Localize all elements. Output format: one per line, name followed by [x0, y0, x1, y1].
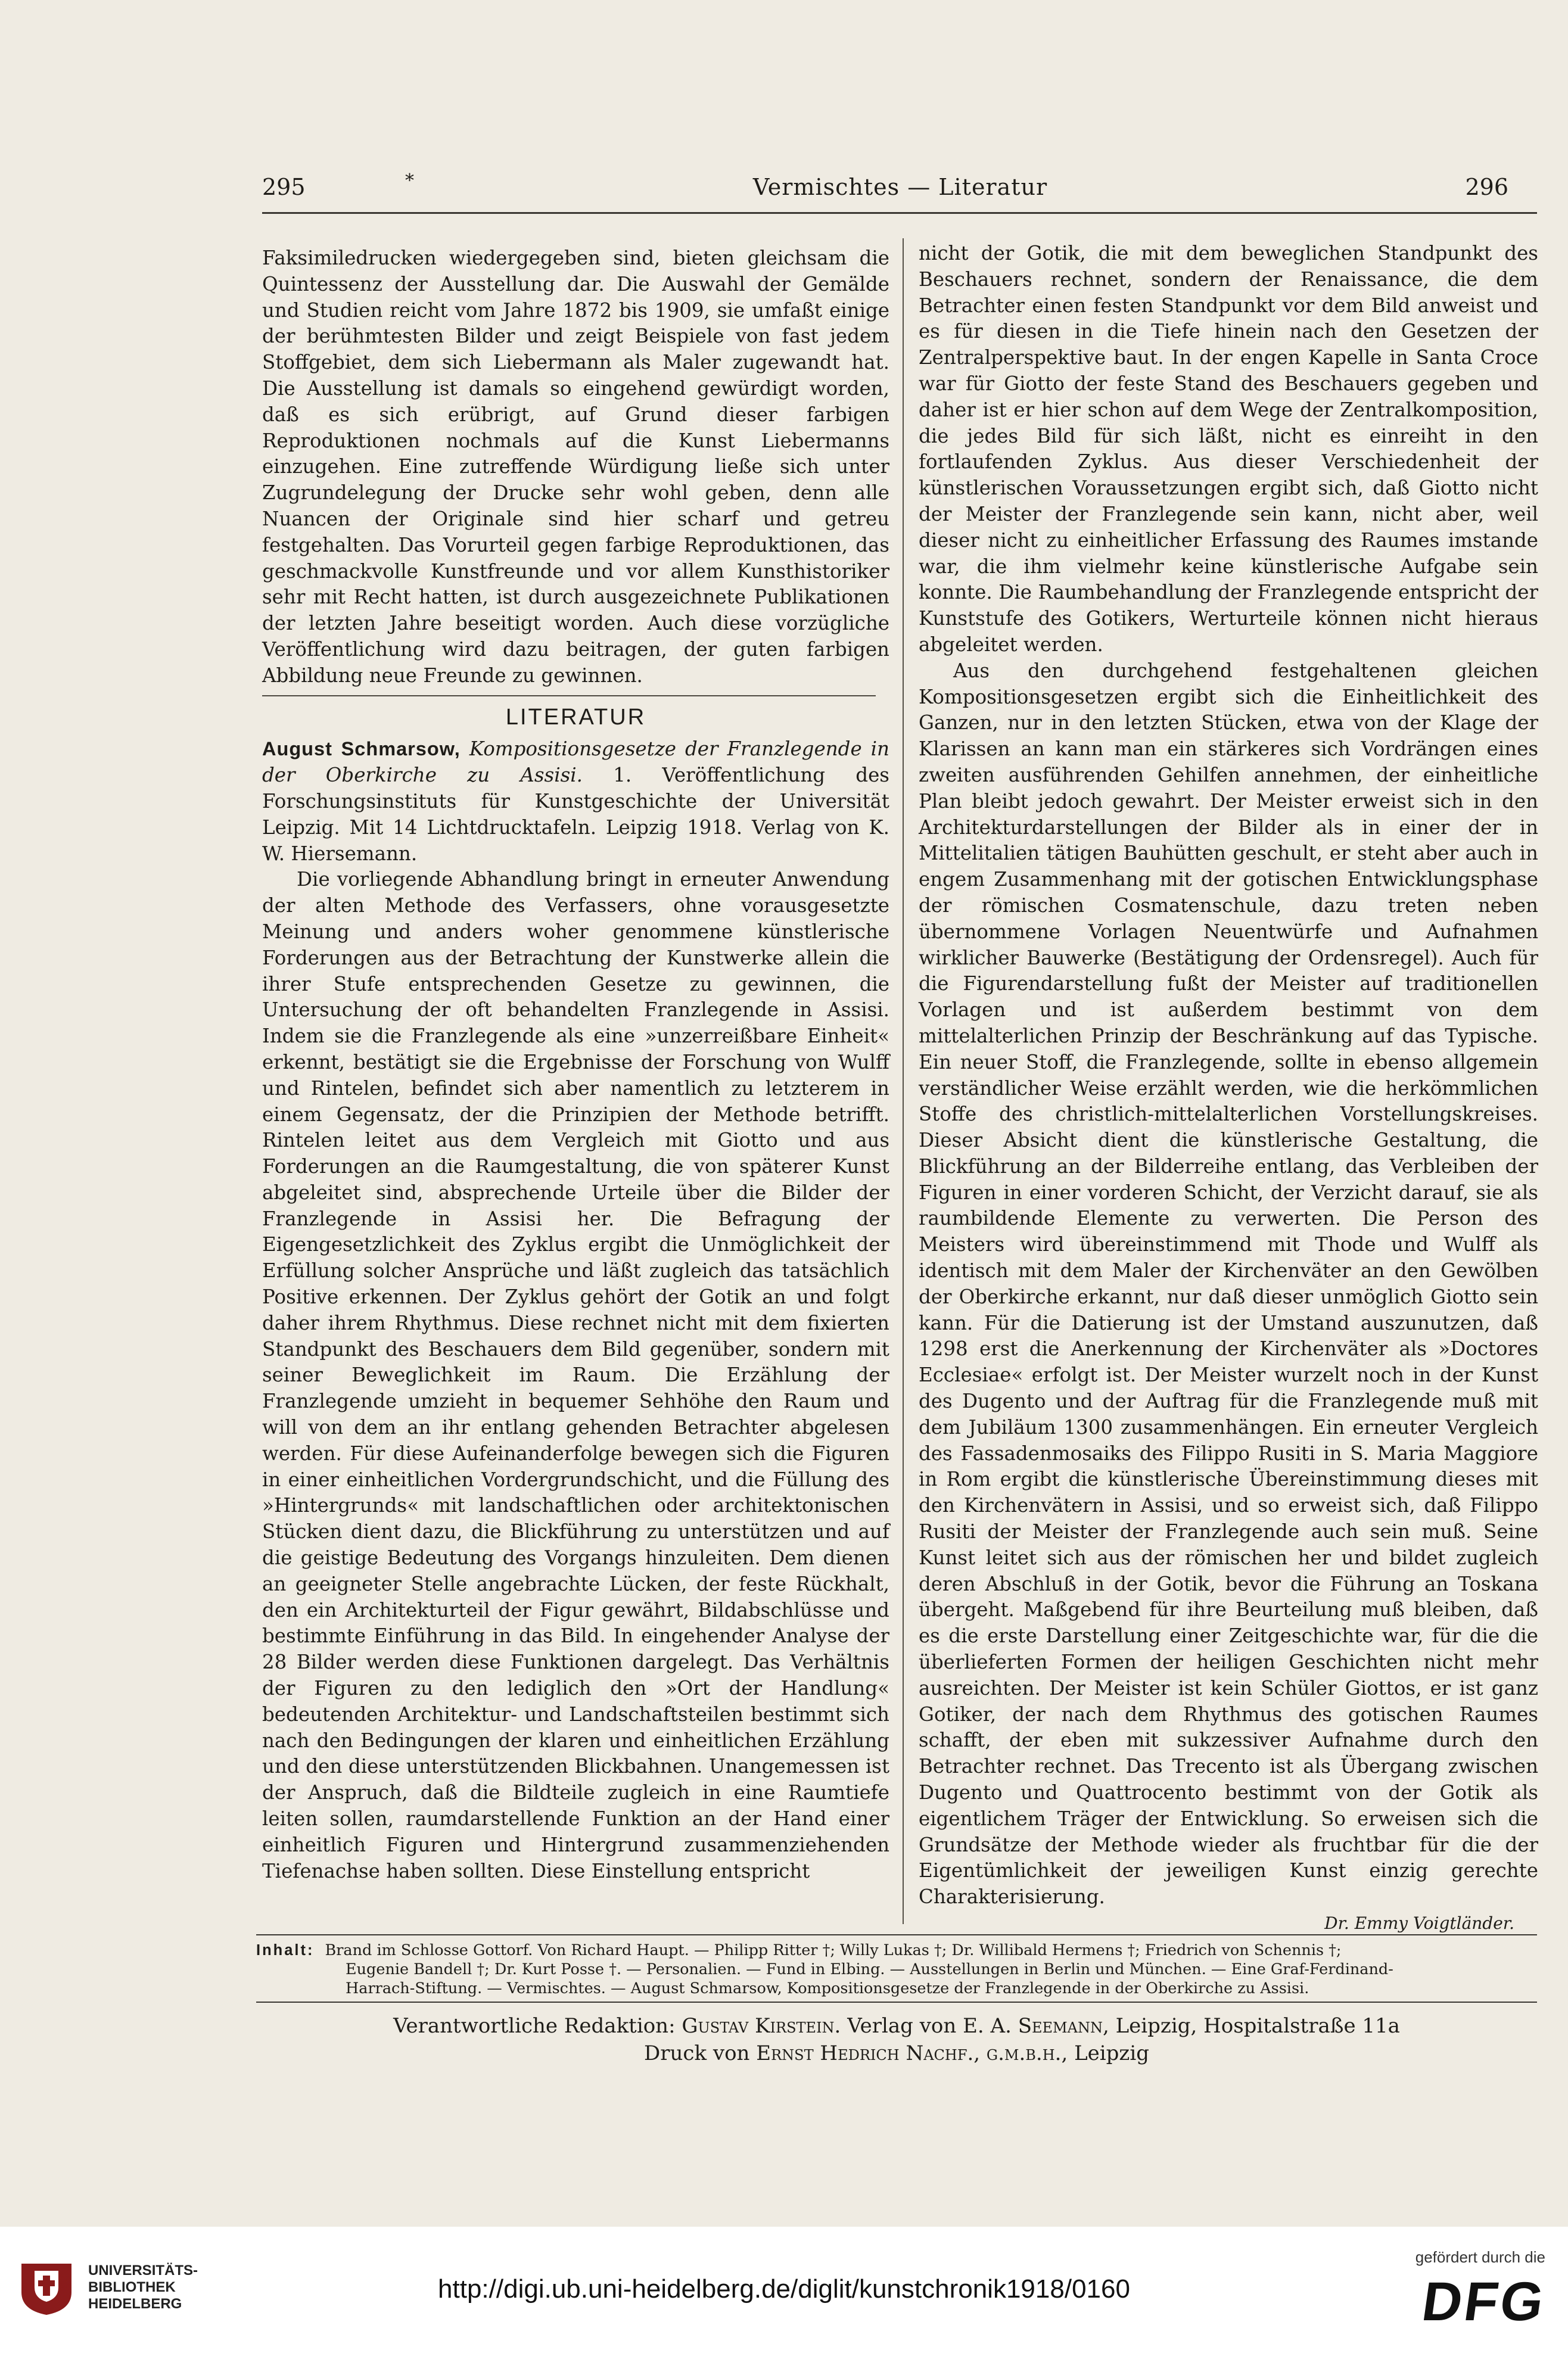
section-rule	[262, 695, 876, 696]
publisher-name: E. A. Seemann,	[963, 2014, 1109, 2038]
running-header	[262, 170, 1538, 210]
review-paragraph: Die vorliegende Abhandlung bringt in erneuter Anwendung der alten Methode des Verfassers, ohne vorausgesetzte Meinung und anders woher genommene künstlerische Forderungen aus der Betrachtung der Kunstwerke allein die ihrer Stufe entsprechenden Gesetze zu gewinnen, die Untersuchung der oft behandelten Franzlegende in Assisi. Indem sie die Franzlegende als eine »unzerreißbare Einheit« erkennt, bestätigt sie die Ergebnisse der Forschung von Wulff und Rintelen, befindet sich aber namentlich zu letzterem in einem Gegensatz, der die Prinzipien der Methode betrifft. Rintelen leitet aus dem Vergleich mit Giotto und aus Forderungen an die Raumgestaltung, die von späterer Kunst abgeleitet sind, absprechende Urteile über die Bilder der Franzlegende in Assisi her. Die Befragung der Eigengesetzlichkeit des Zyklus ergibt die Unmöglichkeit der Erfüllung solcher Ansprüche und läßt zugleich das tatsächlich Positive erkennen. Der Zyklus gehört der Gotik an und folgt daher ihrem Rhythmus. Diese rechnet nicht mit dem fixierten Standpunkt des Beschauers dem Bild gegenüber, sondern mit seiner Beweglichkeit im Raum. Die Erzählung der Franzlegende umzieht in bequemer Sehhöhe den Raum und will von dem an ihr entlang gehenden Betrachter abgelesen werden. Für diese Aufeinanderfolge bewegen sich die Figuren in einer einheitlichen Vordergrundschicht, und die Füllung des »Hintergrunds« mit landschaftlichen oder architektonischen Stücken dient dazu, die Blickführung zu unterstützen und auf die geistige Bedeutung des Vorgangs hinzuleiten. Dem dienen an geeigneter Stelle angebrachte Lücken, der feste Rückhalt, den ein Architekturteil der Figur gewährt, Bildabschlüsse und bestimmte Einführung in das Bild. In eingehender Analyse der 28 Bilder werden diese Funktionen dargelegt. Das Verhältnis der Figuren zu den lediglich den »Ort der Handlung« bedeutenden Architektur- und Landschaftsteilen bestimmt sich nach den Bedingungen der klaren und einheitlichen Erzählung und den diese unterstützenden Blickbahnen. Unangemessen ist der Anspruch, daß die Bildteile zugleich in eine Raumtiefe leiten sollen, raumdarstellende Funktion an der Hand einer einheitlich Figuren und Hintergrund zusammenziehenden Tiefenachse haben sollten. Diese Einstellung entspricht	[262, 868, 889, 1882]
content-end-rule	[256, 1934, 1537, 1935]
table-of-contents	[256, 1941, 1537, 1998]
printer-name: Ernst Hedrich Nachf., g.m.b.h.,	[756, 2041, 1068, 2065]
contents-line: Harrach-Stiftung. — Vermischtes. — August Schmarsow, Kompositionsgesetze der Franzlegende in der Oberkirche zu Assisi.	[346, 1979, 1309, 1997]
continuation-paragraph: Faksimiledrucken wiedergegeben sind, bieten gleichsam die Quintessenz der Ausstellung dar. Die Auswahl der Gemälde und Studien reicht vom Jahre 1872 bis 1909, sie umfaßt einige der berühmtesten Bilder und zeigt Beispiele von fast jedem Stoffgebiet, dem sich Liebermann als Maler zugewandt hat. Die Ausstellung ist damals so eingehend gewürdigt worden, daß es sich erübrigt, auf Grund dieser farbigen Reproduktionen nochmals auf die Kunst Liebermanns einzugehen. Eine zutreffende Würdigung ließe sich unter Zugrundelegung der Drucke sehr wohl geben, denn alle Nuancen der Originale sind hier scharf und getreu festgehalten. Das Vorurteil gegen farbige Reproduktionen, das geschmackvolle Kunstfreunde und vor allem Kunsthistoriker sehr mit Recht hatten, ist durch ausgezeichnete Publikationen der letzten Jahre beseitigt worden. Auch diese vorzügliche Veröffentlichung wird dazu beitragen, der guten farbigen Abbildung neue Freunde zu gewinnen.	[262, 247, 889, 687]
imprint-line: Druck von Ernst Hedrich Nachf., g.m.b.h., Leipzig	[644, 2041, 1149, 2065]
page-number-left: 295	[262, 174, 306, 200]
review-paragraph: nicht der Gotik, die mit dem beweglichen Standpunkt des Beschauers rechnet, sondern der Renaissance, die dem Betrachter einen festen Standpunkt vor dem Bild anweist und es für diesen in die Tiefe hinein nach den Gesetzen der Zentralperspektive baut. In der engen Kapelle in Santa Croce war für Giotto der feste Stand des Beschauers gegeben und daher ist er hier schon auf dem Wege der Zentralkomposition, die jedes Bild für sich läßt, nicht es einreiht in den fortlaufenden Zyklus. Aus dieser Verschiedenheit der künstlerischen Voraussetzungen ergibt sich, daß Giotto nicht der Meister der Franzlegende sein kann, nicht aber, weil dieser nicht zu einheitlicher Erfassung des Raumes imstande war, die ihm vielmehr keine künstlerische Aufgabe sein konnte. Die Raumbehandlung der Franzlegende entspricht der Kunststufe des Gotikers, Werturteile können nicht hieraus abgeleitet werden.	[919, 242, 1538, 656]
print-mark: *	[405, 170, 414, 191]
permalink[interactable]: http://digi.ub.uni-heidelberg.de/diglit/kunstchronik1918/0160	[438, 2274, 1130, 2304]
contents-line: Eugenie Bandell †; Dr. Kurt Posse †. — Personalien. — Fund in Elbing. — Ausstellungen in Berlin und München. — Eine Graf-Ferdinand-	[346, 1960, 1393, 1978]
entry-title: Kompositionsgesetze der Franzlegende in der Oberkirche zu Assisi.	[262, 737, 889, 787]
signature-line	[919, 1910, 1538, 1937]
header-rule	[262, 212, 1537, 214]
bibliography-entry	[262, 736, 889, 867]
imprint-line: Verantwortliche Redaktion: Gustav Kirstein. Verlag von E. A. Seemann, Leipzig, Hospitalstraße 11a	[393, 2014, 1400, 2038]
digitization-footer	[0, 2227, 1568, 2353]
reviewer-signature: Dr. Emmy Voigtländer.	[1324, 1913, 1514, 1933]
contents-label: Inhalt:	[256, 1942, 315, 1959]
entry-details: 1. Veröffentlichung des Forschungsinstituts für Kunstgeschichte der Universität Leipzig. Mit 14 Lichtdrucktafeln. Leipzig 1918. Verlag von K. W. Hiersemann.	[262, 764, 889, 865]
imprint	[256, 2012, 1537, 2067]
right-column	[919, 241, 1538, 1937]
dfg-logo[interactable]: DFG	[1418, 2271, 1550, 2332]
contents-line: Brand im Schlosse Gottorf. Von Richard Haupt. — Philipp Ritter †; Willy Lukas †; Dr. Willibald Hermens †; Friedrich von Schennis †;	[325, 1941, 1342, 1959]
column-divider	[903, 238, 904, 1924]
page-number-right: 296	[1465, 174, 1508, 200]
editor-name: Gustav Kirstein.	[682, 2014, 841, 2038]
funding-label: gefördert durch die	[1415, 2248, 1545, 2266]
left-column	[262, 245, 889, 1884]
running-title: Vermischtes — Literatur	[752, 174, 1048, 200]
section-title: LITERATUR	[505, 704, 646, 730]
library-name[interactable]: UNIVERSITÄTS- BIBLIOTHEK HEIDELBERG	[88, 2262, 198, 2312]
review-paragraph: Aus den durchgehend festgehaltenen gleichen Kompositionsgesetzen ergibt sich die Einheitlichkeit des Ganzen, nur in den letzten Stücken, etwa von der Klage der Klarissen an kann man ein stärkeres sich Vordrängen eines zweiten ausführenden Gehilfen annehmen, der einheitliche Plan bleibt jedoch gewahrt. Der Meister erweist sich in den Architekturdarstellungen der Bilder als in einer der in Mittelitalien tätigen Bauhütten geschult, er steht aber auch in engem Zusammenhang mit der gotischen Entwicklungsphase der römischen Cosmatenschule, dazu treten neben übernommene Vorlagen Neuentwürfe und Aufnahmen wirklicher Bauwerke (Bestätigung der Ordensregel). Auch für die Figurendarstellung fußt der Meister auf traditionellen Vorlagen und ist außerdem bestimmt von dem mittelalterlichen Prinzip der Beschränkung auf das Typische. Ein neuer Stoff, die Franzlegende, sollte in ebenso allgemein verständlicher Weise erzählt werden, wie die herkömmlichen Stoffe des christlich-mittelalterlichen Vorstellungskreises. Dieser Absicht dient die künstlerische Gestaltung, die Blickführung an der Bilderreihe entlang, das Verbleiben der Figuren in einer vorderen Schicht, der Verzicht darauf, sie als raumbildende Elemente zu verwerten. Die Person des Meisters wird übereinstimmend mit Thode und Wulff als identisch mit dem Maler der Kirchenväter an den Gewölben der Oberkirche erkannt, nur daß dieser unmöglich Giotto sein kann. Für die Datierung ist der Umstand auszunutzen, daß 1298 erst die Anerkennung der Kirchenväter als »Doctores Ecclesiae« erfolgt ist. Der Meister wurzelt noch in der Kunst des Dugento und der Auftrag für die Franzlegende muß mit dem Jubiläum 1300 zusammenhängen. Ein erneuter Vergleich des Fassadenmosaiks des Filippo Rusiti in S. Maria Maggiore in Rom ergibt die künstlerische Übereinstimmung dieses mit den Kirchenvätern in Assisi, und so erweist sich, daß Filippo Rusiti der Meister der Franzlegende auch sein muß. Seine Kunst leitet sich aus der römischen her und bildet zugleich deren Abschluß in der Gotik, bevor die Führung an Toskana übergeht. Maßgebend für ihre Beurteilung muß bleiben, daß es die erste Darstellung einer Zeitgeschichte war, für die die überlieferten Formen der heiligen Geschichten nicht mehr ausreichten. Der Meister ist kein Schüler Giottos, er ist ganz Gotiker, der nach dem Rhythmus des gotischen Raumes schafft, der eben mit sukzessiver Aufnahme durch den Betrachter rechnet. Das Trecento ist als Übergang zwischen Dugento und Quattrocento bestimmt von der Gotik als eigentlichem Träger der Entwicklung. So erweisen sich die Grundsätze der Methode wieder als fruchtbar für die der Eigentümlichkeit der jeweiligen Kunst einzig gerechte Charakterisierung.	[919, 659, 1538, 1909]
contents-rule	[256, 2002, 1537, 2003]
entry-author: August Schmarsow,	[262, 738, 461, 760]
